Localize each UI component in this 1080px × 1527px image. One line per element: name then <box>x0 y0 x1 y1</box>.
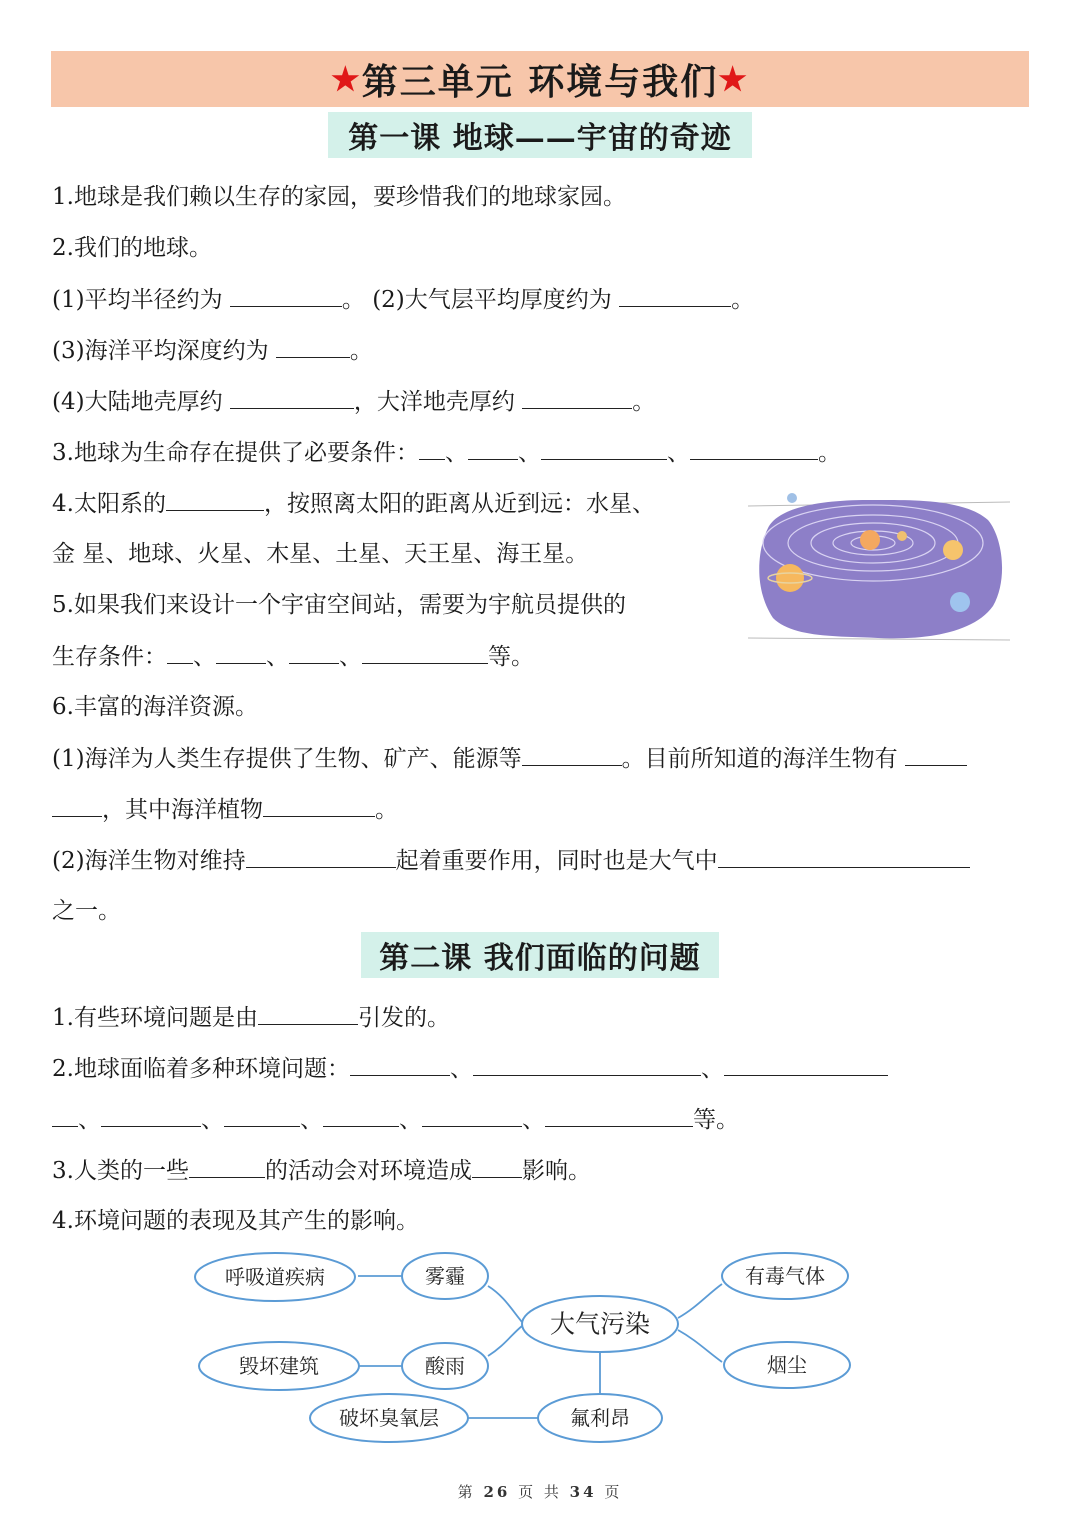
answer-blank[interactable] <box>619 284 731 307</box>
text-line: 2.地球面临着多种环境问题： 、 、 <box>52 1053 888 1084</box>
text-line: 3.地球为生命存在提供了必要条件： 、 、 、 。 <box>52 437 841 468</box>
solar-system-image <box>748 488 1010 648</box>
text-line: 2.我们的地球。 <box>52 235 212 261</box>
text-line: 4.太阳系的 ，按照离太阳的距离从近到远：水星、 <box>52 488 655 519</box>
text-line: 1.有些环境问题是由 引发的。 <box>52 1002 450 1033</box>
text-line: (2)海洋生物对维持 起着重要作用，同时也是大气中 <box>52 845 970 876</box>
label-center: 大气污染 <box>549 1309 651 1339</box>
answer-blank[interactable] <box>52 794 102 817</box>
answer-blank[interactable] <box>224 1104 300 1127</box>
answer-blank[interactable] <box>350 1053 450 1076</box>
answer-blank[interactable] <box>522 743 622 766</box>
answer-blank[interactable] <box>362 641 488 664</box>
star-icon: ★ <box>718 60 749 98</box>
answer-blank[interactable] <box>167 641 193 664</box>
answer-blank[interactable] <box>724 1053 888 1076</box>
answer-blank[interactable] <box>419 437 445 460</box>
lesson1-title: 第一课 地球——宇宙的奇迹 <box>328 112 752 158</box>
answer-blank[interactable] <box>276 335 350 358</box>
star-icon: ★ <box>331 60 362 98</box>
text-line: 5.如果我们来设计一个宇宙空间站，需要为宇航员提供的 <box>52 592 626 618</box>
text-line: 之一。 <box>52 898 121 924</box>
label-toxic-gas: 有毒气体 <box>745 1264 825 1288</box>
answer-blank[interactable] <box>52 1104 78 1127</box>
label-smoke-dust: 烟尘 <box>767 1353 807 1377</box>
answer-blank[interactable] <box>258 1002 358 1025</box>
air-pollution-diagram <box>190 1248 860 1448</box>
answer-blank[interactable] <box>289 641 339 664</box>
text-line: 生存条件： 、 、 、 等。 <box>52 641 534 672</box>
text-line: 3.人类的一些 的活动会对环境造成 影响。 <box>52 1155 591 1186</box>
text-line: ，其中海洋植物 。 <box>52 794 398 825</box>
text-line: 4.环境问题的表现及其产生的影响。 <box>52 1208 419 1234</box>
answer-blank[interactable] <box>905 743 967 766</box>
answer-blank[interactable] <box>323 1104 399 1127</box>
answer-blank[interactable] <box>690 437 818 460</box>
answer-blank[interactable] <box>473 1053 701 1076</box>
total-pages: 34 <box>569 1483 597 1501</box>
answer-blank[interactable] <box>541 437 667 460</box>
answer-blank[interactable] <box>468 437 518 460</box>
text-line: 6.丰富的海洋资源。 <box>52 694 258 720</box>
answer-blank[interactable] <box>422 1104 522 1127</box>
unit-title: 第三单元 环境与我们 <box>361 60 719 103</box>
unit-title-banner <box>51 51 1029 107</box>
answer-blank[interactable] <box>472 1155 522 1178</box>
answer-blank[interactable] <box>166 488 264 511</box>
answer-blank[interactable] <box>246 845 396 868</box>
answer-blank[interactable] <box>101 1104 201 1127</box>
text-line: 1.地球是我们赖以生存的家园，要珍惜我们的地球家园。 <box>52 184 626 210</box>
text-line: 、 、 、 、 、 等。 <box>52 1104 739 1135</box>
text-line: 金 星、地球、火星、木星、土星、天王星、海王星。 <box>52 541 589 567</box>
label-damage-buildings: 毁坏建筑 <box>239 1354 319 1378</box>
answer-blank[interactable] <box>545 1104 693 1127</box>
lesson2-title: 第二课 我们面临的问题 <box>361 932 719 978</box>
current-page: 26 <box>483 1483 511 1501</box>
label-smog: 雾霾 <box>425 1264 465 1288</box>
text-line: (4)大陆地壳厚约 ，大洋地壳厚约 。 <box>52 386 655 417</box>
answer-blank[interactable] <box>230 284 342 307</box>
label-freon: 氟利昂 <box>570 1406 630 1430</box>
answer-blank[interactable] <box>189 1155 265 1178</box>
label-respiratory: 呼吸道疾病 <box>225 1265 325 1289</box>
text-line: (3)海洋平均深度约为 。 <box>52 335 373 366</box>
answer-blank[interactable] <box>522 386 632 409</box>
answer-blank[interactable] <box>263 794 375 817</box>
page-footer: 第 26 页 共 34 页 <box>457 1483 623 1501</box>
label-acid-rain: 酸雨 <box>425 1354 465 1378</box>
text-line: (1)平均半径约为 。 (2)大气层平均厚度约为 。 <box>52 284 754 315</box>
answer-blank[interactable] <box>718 845 970 868</box>
text-line: (1)海洋为人类生存提供了生物、矿产、能源等 。目前所知道的海洋生物有 <box>52 743 967 774</box>
answer-blank[interactable] <box>216 641 266 664</box>
answer-blank[interactable] <box>230 386 354 409</box>
label-ozone: 破坏臭氧层 <box>339 1406 439 1430</box>
